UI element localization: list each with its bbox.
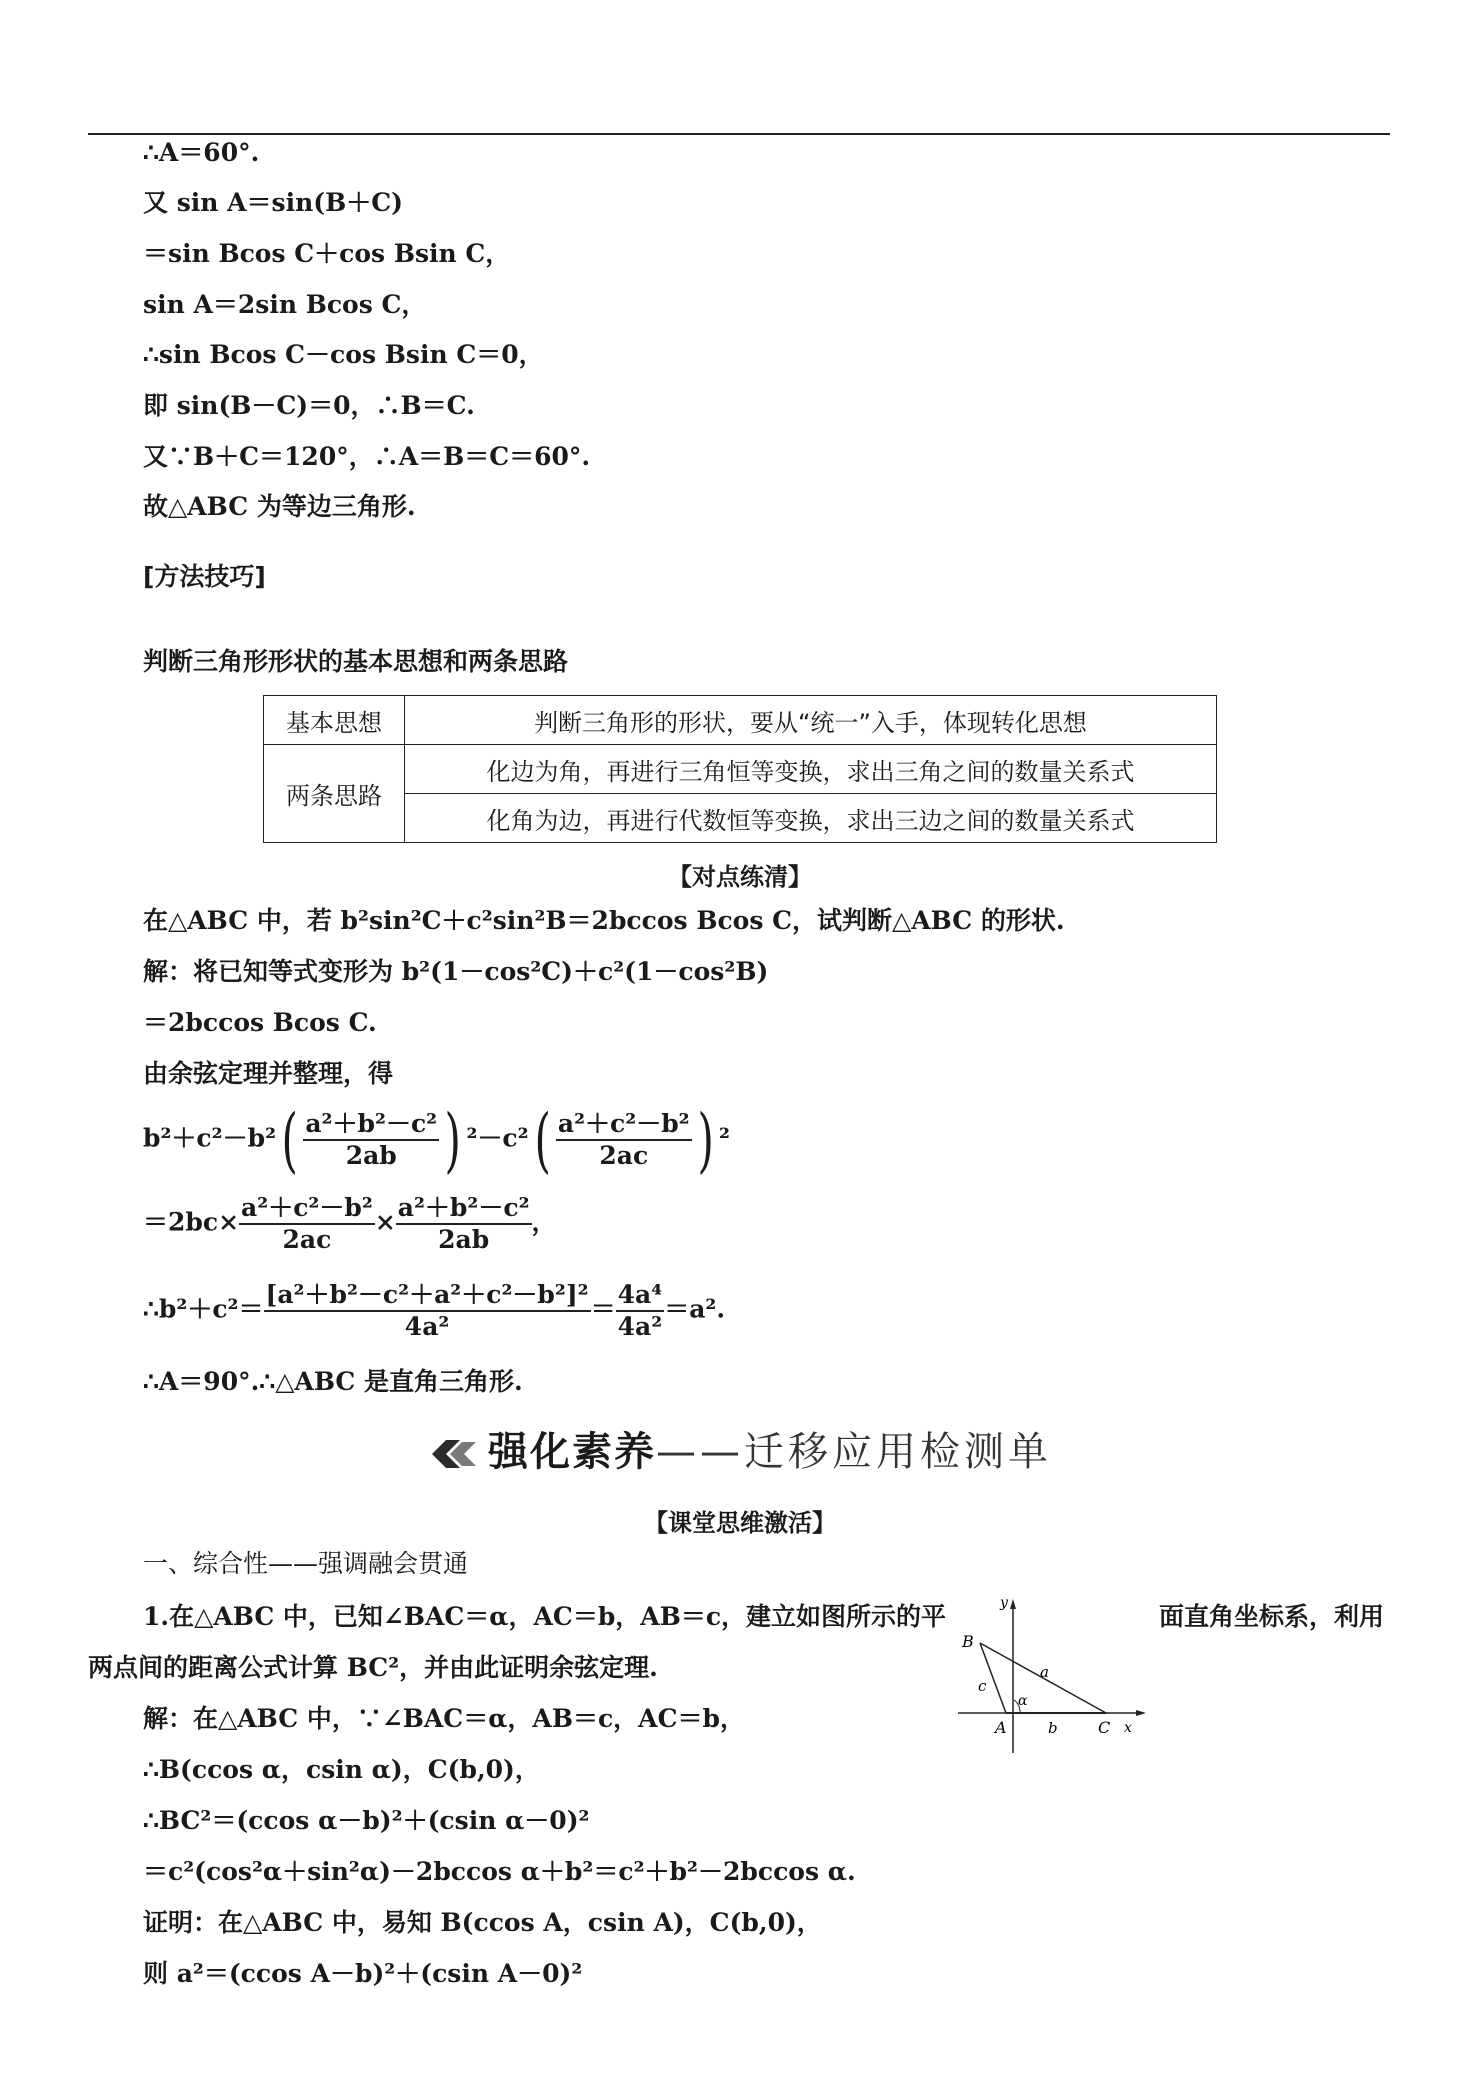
text-line: ＝sin Bcos C＋cos Bsin C，: [143, 239, 511, 268]
eq2-tail: ，: [531, 1207, 557, 1237]
banner-bold: 强化素养: [488, 1429, 656, 1475]
question-1-part2: 面直角坐标系，利用: [1159, 1602, 1385, 1631]
side-label-b: b: [1048, 1719, 1058, 1737]
eq1-lead: b²＋c²－b²: [143, 1123, 277, 1153]
numerator: a²＋c²－b²: [239, 1193, 375, 1225]
text-line: ∴sin Bcos C－cos Bsin C＝0，: [143, 340, 544, 369]
table-head-approaches: 两条思路: [264, 745, 405, 843]
question-1-part1: 1.在△ABC 中，已知∠BAC＝α，AC＝b，AB＝c，建立如图所示的平: [143, 1602, 947, 1631]
table-cell-basic: 判断三角形的形状，要从“统一”入手，体现转化思想: [405, 696, 1217, 745]
numerator: a²＋c²－b²: [556, 1109, 692, 1141]
text-line: 又 sin A＝sin(B＋C): [143, 188, 403, 217]
eq2-lead: ＝2bc×: [143, 1207, 240, 1237]
denominator: 2ab: [345, 1141, 397, 1170]
equation-1: [143, 1099, 730, 1181]
denominator: 2ab: [438, 1225, 490, 1254]
side-label-a: a: [1040, 1663, 1049, 1681]
solution-line: 由余弦定理并整理，得: [143, 1059, 394, 1088]
question-1-line2: 两点间的距离公式计算 BC²，并由此证明余弦定理.: [88, 1653, 658, 1682]
text-line: ∴A＝60°.: [143, 138, 260, 167]
text-line: 故△ABC 为等边三角形.: [143, 492, 416, 521]
text-line: 即 sin(B－C)＝0，∴B＝C.: [143, 391, 475, 420]
method-table: [263, 695, 1217, 843]
denominator: 4a²: [404, 1312, 450, 1341]
eq1-mid: ²－c²: [466, 1123, 529, 1153]
top-rule: [88, 133, 1390, 135]
solution-line: ＝c²(cos²α＋sin²α)－2bccos α＋b²＝c²＋b²－2bccos α.: [143, 1857, 856, 1886]
problem-text: 在△ABC 中，若 b²sin²C＋c²sin²B＝2bccos Bcos C，试判断△ABC 的形状.: [143, 906, 1065, 935]
solution-line: 解：将已知等式变形为 b²(1－cos²C)＋c²(1－cos²B): [143, 957, 769, 986]
method-heading: [方法技巧]: [143, 562, 266, 591]
numerator: [a²＋b²－c²＋a²＋c²－b²]²: [264, 1280, 591, 1312]
numerator: a²＋b²－c²: [303, 1109, 439, 1141]
solution-line: ∴BC²＝(ccos α－b)²＋(csin α－0)²: [143, 1806, 590, 1835]
method-title: 判断三角形形状的基本思想和两条思路: [143, 647, 569, 676]
solution-line: ∴B(ccos α，csin α)，C(b,0)，: [143, 1755, 540, 1784]
fraction: [396, 1193, 532, 1255]
text-line: 又∵B＋C＝120°，∴A＝B＝C＝60°.: [143, 442, 591, 471]
right-paren: ): [444, 1099, 461, 1181]
left-paren: (: [534, 1099, 551, 1181]
equals-sign: ＝: [590, 1294, 616, 1324]
left-paren: (: [281, 1099, 298, 1181]
numerator: a²＋b²－c²: [396, 1193, 532, 1225]
fraction: [556, 1109, 692, 1171]
solution-line: ＝2bccos Bcos C.: [143, 1008, 377, 1037]
side-label-c: c: [978, 1677, 987, 1695]
fraction: [616, 1280, 665, 1342]
banner-dash: ——: [656, 1429, 744, 1475]
proof-line: 则 a²＝(ccos A－b)²＋(csin A－0)²: [143, 1959, 583, 1988]
eq3-tail: ＝a².: [664, 1294, 726, 1324]
vertex-label-a: A: [995, 1718, 1007, 1737]
fraction: [303, 1109, 439, 1171]
times-sign: ×: [374, 1207, 396, 1237]
text-line: sin A＝2sin Bcos C，: [143, 290, 427, 319]
fraction: [239, 1193, 375, 1255]
fraction: [264, 1280, 591, 1342]
equation-3: [143, 1280, 725, 1342]
section-heading: 一、综合性——强调融会贯通: [143, 1549, 469, 1578]
axis-label-x: x: [1124, 1720, 1132, 1736]
proof-line: 证明：在△ABC 中，易知 B(ccos A，csin A)，C(b,0)，: [143, 1908, 822, 1937]
conclusion-line: ∴A＝90°.∴△ABC 是直角三角形.: [143, 1367, 523, 1396]
practice-title: 【对点练清】: [668, 863, 812, 891]
eq3-lead: ∴b²＋c²＝: [143, 1294, 264, 1324]
angle-label-alpha: α: [1018, 1693, 1028, 1709]
table-cell-approach-a: 化边为角，再进行三角恒等变换，求出三角之间的数量关系式: [405, 745, 1217, 794]
triangle-coordinate-figure: [948, 1595, 1148, 1755]
solution-line: 解：在△ABC 中，∵∠BAC＝α，AB＝c，AC＝b，: [143, 1704, 745, 1733]
class-title: 【课堂思维激活】: [644, 1509, 836, 1537]
vertex-label-b: B: [962, 1632, 974, 1651]
axis-label-y: y: [1000, 1595, 1008, 1611]
table-head-basic: 基本思想: [264, 696, 405, 745]
equation-2: [143, 1193, 557, 1255]
logo-icon: [428, 1434, 480, 1474]
eq1-tail: ²: [718, 1123, 730, 1153]
vertex-label-c: C: [1098, 1718, 1111, 1737]
right-paren: ): [697, 1099, 714, 1181]
table-cell-approach-b: 化角为边，再进行代数恒等变换，求出三边之间的数量关系式: [405, 794, 1217, 843]
section-banner: [0, 1420, 1480, 1477]
denominator: 4a²: [617, 1312, 663, 1341]
denominator: 2ac: [282, 1225, 332, 1254]
banner-light: 迁移应用检测单: [744, 1429, 1052, 1475]
denominator: 2ac: [599, 1141, 649, 1170]
numerator: 4a⁴: [616, 1280, 665, 1312]
